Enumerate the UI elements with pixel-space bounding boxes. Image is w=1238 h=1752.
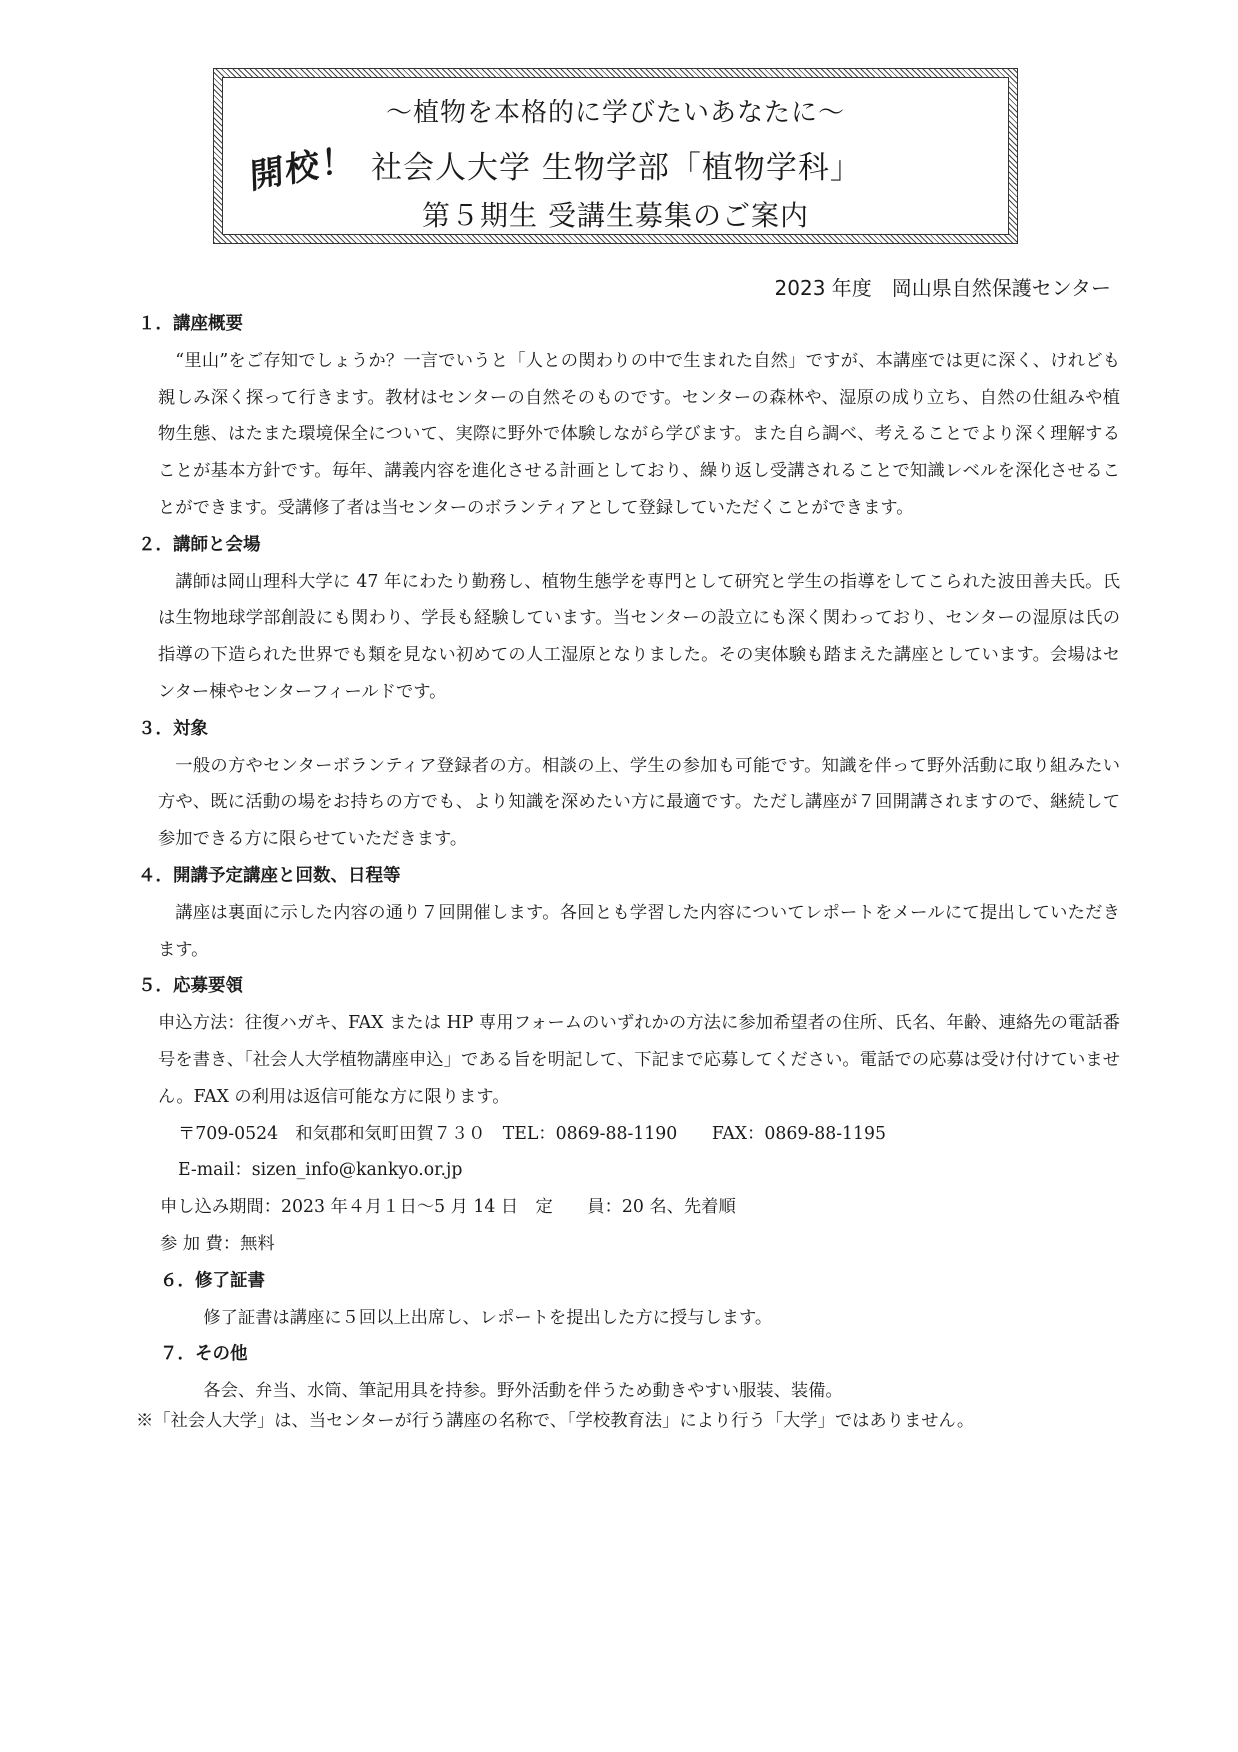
- section-6-heading: ６．修了証書: [160, 1270, 265, 1291]
- opening-badge: 開校！: [249, 138, 358, 198]
- section-6-body: 修了証書は講座に５回以上出席し、レポートを提出した方に授与します。: [203, 1307, 773, 1328]
- title-banner: [213, 68, 1018, 244]
- section-1-heading: １．講座概要: [138, 314, 243, 334]
- section-1-body: “里山”をご存知でしょうか？一言でいうと「人との関わりの中で生まれた自然」ですが、本講座では更に深く、けれども親しみ深く探って行きます。教材はセンターの自然そのものです。センターの森林や、湿原の成り立ち、自然の仕組みや植物生態、はたまた環境保全について、実際に野外で体験しながら学びます。また自ら調べ、考えることでより深く理解することが基本方針です。毎年、講義内容を進化させる計画としており、繰り返し受講されることで知識レベルを深化させることができます。受講修了者は当センターのボランティアとして登録していただくことができます。: [158, 350, 1120, 518]
- application-period: 申し込み期間：2023 年４月１日〜5 月 14 日 定 員：20 名、先着順: [160, 1197, 736, 1218]
- section-2-body: 講師は岡山理科大学に 47 年にわたり勤務し、植物生態学を専門として研究と学生の指導をしてこられた波田善夫氏。氏は生物地球学部創設にも関わり、学長も経験しています。当センターの設立にも深く関わっており、センターの湿原は氏の指導の下造られた世界でも類を見ない初めての人工湿原となりました。その実体験も踏まえた講座としています。会場はセンター棟やセンターフィールドです。: [158, 571, 1120, 702]
- title-banner-inner: [222, 77, 1009, 235]
- section-3-body: 一般の方やセンターボランティア登録者の方。相談の上、学生の参加も可能です。知識を伴って野外活動に取り組みたい方や、既に活動の場をお持ちの方でも、より知識を深めたい方に最適です。ただし講座が７回開講されますので、継続して参加できる方に限らせていただきます。: [158, 755, 1120, 850]
- banner-session-title: 第５期生 受講生募集のご案内: [422, 199, 809, 232]
- participation-fee: 参 加 費：無料: [160, 1233, 275, 1254]
- contact-email: E-mail：sizen_info@kankyo.or.jp: [178, 1160, 463, 1181]
- section-2-heading: ２．講師と会場: [138, 534, 261, 555]
- section-7-heading: ７．その他: [160, 1344, 248, 1365]
- organization-line: 2023 年度 岡山県自然保護センター: [774, 276, 1111, 300]
- section-3-heading: ３．対象: [138, 718, 208, 739]
- contact-address: 〒709-0524 和気郡和気町田賀７３０ TEL：0869-88-1190 FAX：0869-88-1195: [178, 1123, 887, 1144]
- section-5-heading: ５．応募要領: [138, 976, 243, 997]
- application-method: 申込方法：往復ハガキ、FAX または HP 専用フォームのいずれかの方法に参加希望者の住所、氏名、年齢、連絡先の電話番号を書き、「社会人大学植物講座申込」である旨を明記して、下記まで応募してください。電話での応募は受け付けていません。FAX の利用は返信可能な方に限ります。: [158, 1013, 1120, 1107]
- section-4-heading: ４．開講予定講座と回数、日程等: [138, 865, 401, 886]
- banner-main-title: 社会人大学 生物学部「植物学科」: [371, 150, 862, 186]
- document-body: [138, 306, 1120, 1432]
- section-4-body: 講座は裏面に示した内容の通り７回開催します。各回とも学習した内容についてレポートをメールにて提出していただきます。: [158, 902, 1120, 960]
- banner-subtitle: 〜植物を本格的に学びたいあなたに〜: [385, 98, 845, 128]
- section-7-body: 各会、弁当、水筒、筆記用具を持参。野外活動を伴うため動きやすい服装、装備。: [203, 1381, 843, 1402]
- footnote: ※「社会人大学」は、当センターが行う講座の名称で、「学校教育法」により行う「大学」ではありません。: [136, 1410, 975, 1431]
